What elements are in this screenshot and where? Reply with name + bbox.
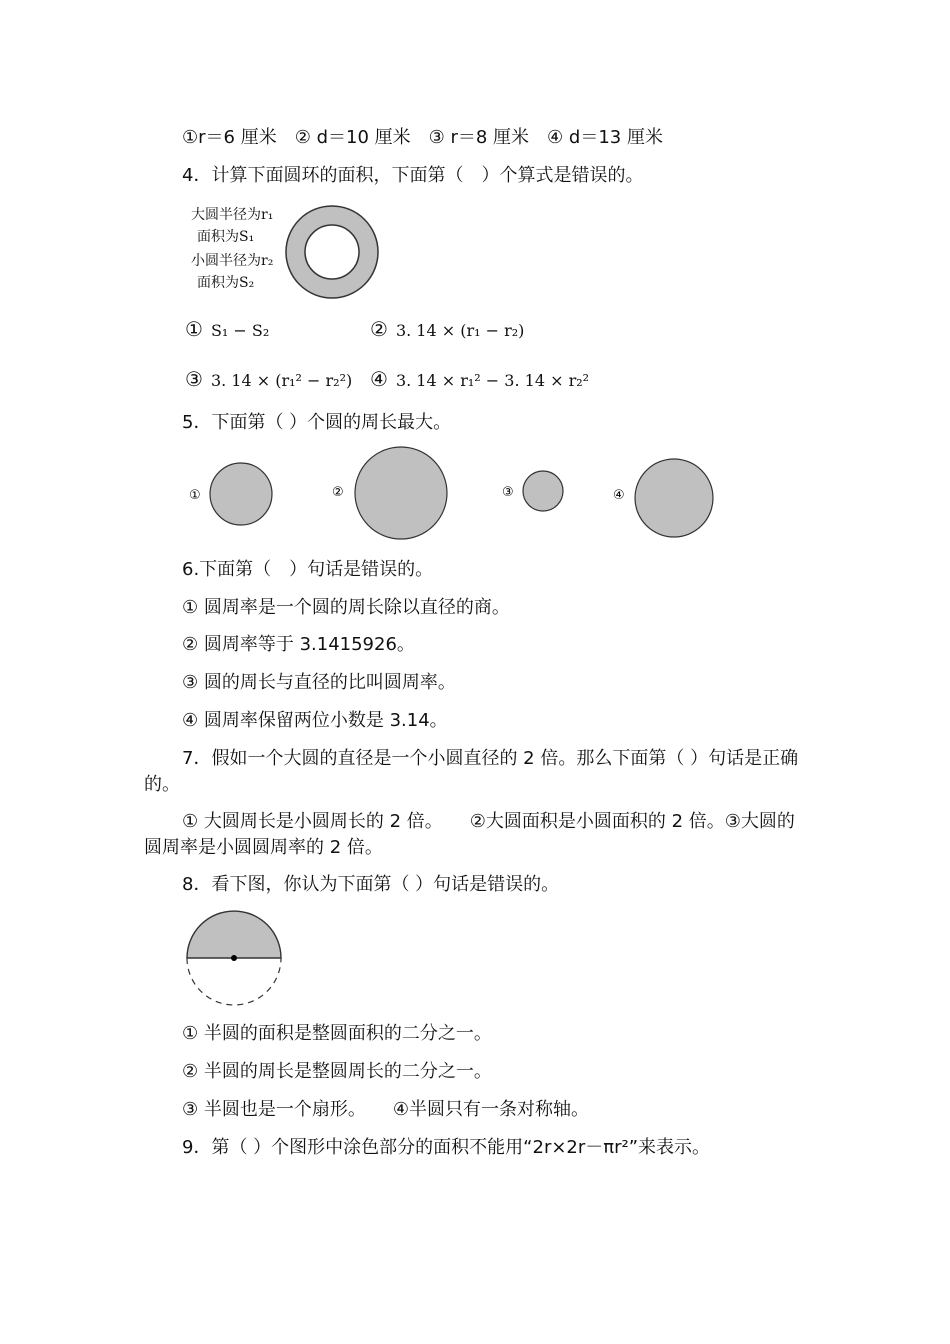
- circle-1: [210, 463, 272, 525]
- q8-option-3-4: ③ 半圆也是一个扇形。 ④半圆只有一条对称轴。: [182, 1099, 589, 1120]
- fig-label-small-radius: 小圆半径为r₂: [191, 253, 274, 269]
- q9-question: 9．第（ ）个图形中涂色部分的面积不能用“2r×2r－πr²”来表示。: [182, 1137, 711, 1158]
- circle-label-3: ③: [502, 485, 514, 500]
- fig-label-small-area: 面积为S₂: [197, 275, 255, 291]
- q8-option-2: ② 半圆的周长是整圆周长的二分之一。: [182, 1061, 492, 1082]
- inner-circle: [305, 225, 359, 279]
- q6-option-4: ④ 圆周率保留两位小数是 3.14。: [182, 710, 448, 731]
- center-point: [231, 955, 237, 961]
- q5-question: 5．下面第（ ）个圆的周长最大。: [182, 412, 452, 433]
- circle-label-1: ①: [189, 488, 201, 503]
- q6-option-2: ② 圆周率等于 3.1415926。: [182, 634, 415, 655]
- option-text: S₁ − S₂: [210, 321, 270, 340]
- q4-option-2: [370, 317, 524, 341]
- q8-semicircle-figure: [180, 903, 290, 1013]
- option-number: ②: [370, 317, 388, 341]
- annulus-figure: [282, 202, 382, 302]
- circle-label-2: ②: [332, 485, 344, 500]
- circle-2: [355, 447, 447, 539]
- q7-question: 7．假如一个大圆的直径是一个小圆直径的 2 倍。那么下面第（ ）句话是正确的。: [144, 748, 799, 795]
- q8-question: 8．看下图，你认为下面第（ ）句话是错误的。: [182, 874, 560, 895]
- q7-options: ① 大圆周长是小圆周长的 2 倍。 ②大圆面积是小圆面积的 2 倍。③大圆的圆周率是小圆圆周率的 2 倍。: [144, 811, 795, 858]
- q5-circles-figure: [180, 440, 740, 550]
- q3-options: ①r＝6 厘米 ② d＝10 厘米 ③ r＝8 厘米 ④ d＝13 厘米: [182, 127, 663, 148]
- dashed-half-arc: [187, 958, 281, 1005]
- fig-label-big-area: 面积为S₁: [197, 229, 255, 245]
- fig-label-big-radius: 大圆半径为r₁: [191, 207, 274, 223]
- option-number: ④: [370, 367, 388, 391]
- option-number: ①: [185, 317, 203, 341]
- circle-4: [635, 459, 713, 537]
- q4-option-4: [370, 367, 589, 391]
- option-text: 3. 14 × r₁² − 3. 14 × r₂²: [395, 371, 590, 390]
- q6-question: 6.下面第（ ）句话是错误的。: [182, 559, 434, 580]
- shaded-semicircle: [187, 911, 281, 958]
- option-number: ③: [185, 367, 203, 391]
- q4-figure: [185, 200, 435, 305]
- q4-question: 4．计算下面圆环的面积，下面第（ ）个算式是错误的。: [182, 165, 644, 186]
- circle-3: [523, 471, 563, 511]
- q4-option-3: [185, 367, 352, 391]
- option-text: 3. 14 × (r₁ − r₂): [395, 321, 525, 340]
- q6-option-3: ③ 圆的周长与直径的比叫圆周率。: [182, 672, 456, 693]
- option-text: 3. 14 × (r₁² − r₂²): [210, 371, 353, 390]
- q4-option-1: [185, 317, 269, 341]
- q8-option-1: ① 半圆的面积是整圆面积的二分之一。: [182, 1023, 492, 1044]
- circle-label-4: ④: [613, 488, 625, 503]
- q6-option-1: ① 圆周率是一个圆的周长除以直径的商。: [182, 597, 510, 618]
